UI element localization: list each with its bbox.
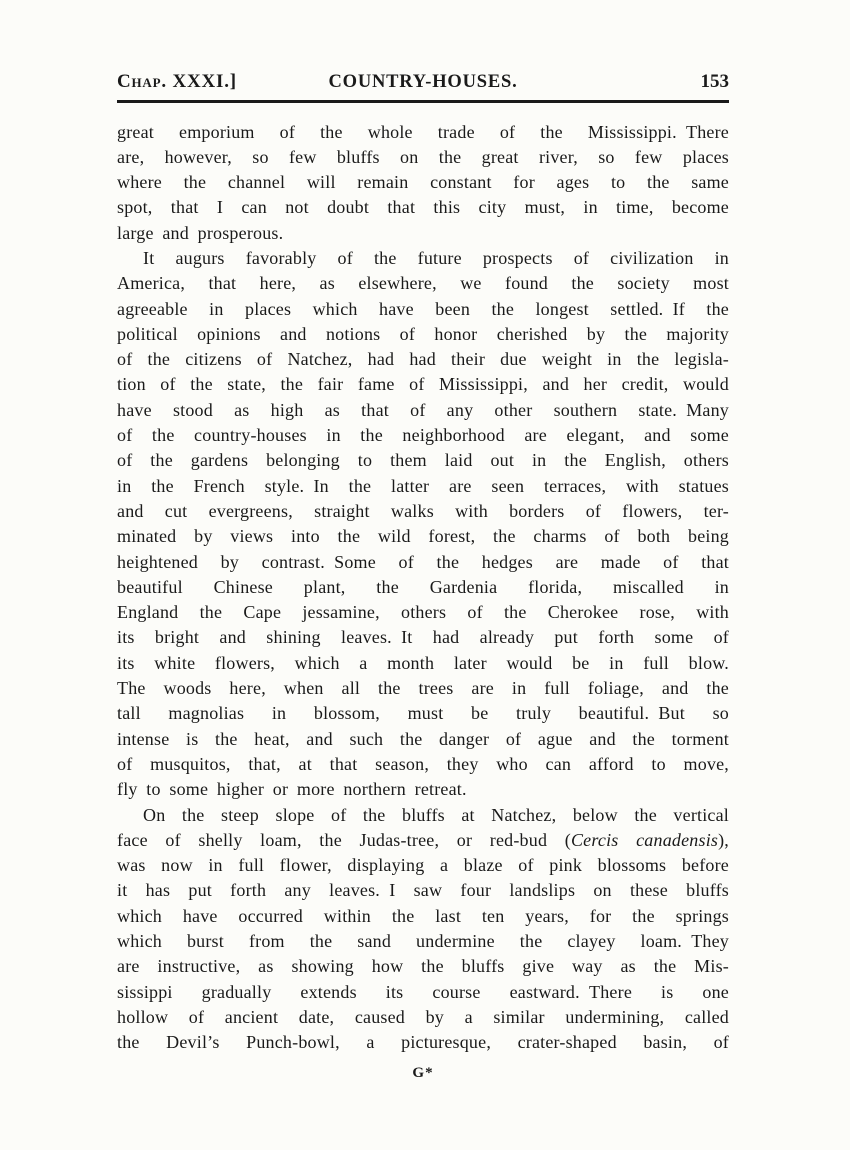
text-line: sissippi gradually extends its course eastward. There is one [117,981,729,1002]
text-line: in the French style. In the latter are seen terraces, with statues [117,475,729,496]
text-line: was now in full flower, displaying a blaze of pink blossoms before [117,855,729,876]
text-block [117,71,729,1082]
text-line: its bright and shining leaves. It had already put forth some of [117,627,729,648]
text-line: The woods here, when all the trees are in full foliage, and the [117,678,729,699]
text-line: America, that here, as elsewhere, we found the society most [117,273,729,294]
text-line: spot, that I can not doubt that this city must, in time, become [117,197,729,218]
text-line: On the steep slope of the bluffs at Natchez, below the vertical [143,804,729,825]
text-line: of musquitos, that, at that season, they who can afford to move, [117,753,729,774]
text-line: its white flowers, which a month later would be in full blow. [117,652,729,673]
header-rule [117,100,729,103]
text-line: fly to some higher or more northern retreat. [117,779,467,800]
text-line: England the Cape jessamine, others of the Cherokee rose, with [117,602,729,623]
text-line: where the channel will remain constant for ages to the same [117,172,729,193]
chapter-label: Chap. XXXI.] [117,71,237,92]
paragraph [117,120,729,246]
text-line: political opinions and notions of honor cherished by the majority [117,323,729,344]
text-line: which burst from the sand undermine the clayey loam. They [117,931,729,951]
text-line: are instructive, as showing how the bluffs give way as the Mis- [117,956,729,977]
paragraph [117,246,729,803]
text-line: hollow of ancient date, caused by a similar undermining, called [117,1006,729,1027]
italic-text: Cercis canadensis [570,829,719,850]
running-header [117,71,729,100]
text-line: and cut evergreens, straight walks with borders of flowers, ter- [117,500,729,521]
page-title: COUNTRY-HOUSES. [328,72,518,92]
text-line: are, however, so few bluffs on the great river, so few places [117,146,729,167]
page-body [117,120,729,1056]
text-line: it has put forth any leaves. I saw four landslips on these bluffs [117,880,729,901]
text-line: tall magnolias in blossom, must be truly beautiful. But so [117,703,729,724]
paragraph [117,803,729,1056]
text-line: tion of the state, the fair fame of Mississippi, and her credit, would [117,374,729,395]
text-line: large and prosperous. [117,222,284,243]
text-line: great emporium of the whole trade of the Mississippi. There [117,121,729,142]
text-line: of the citizens of Natchez, had had their due weight in the legisla- [117,349,729,370]
text-line: of the country-houses in the neighborhood are elegant, and some [117,425,729,446]
text-line: have stood as high as that of any other southern state. Many [117,399,729,420]
signature-mark: G* [412,1065,434,1082]
text-line: the Devil’s Punch-bowl, a picturesque, crater-shaped basin, of [117,1032,729,1053]
text-line: of the gardens belonging to them laid out in the English, others [117,450,729,471]
page-number: 153 [700,71,729,92]
text-line: intense is the heat, and such the danger of ague and the torment [117,728,729,749]
text-line: face of shelly loam, the Judas-tree, or red-bud (Cercis canadensis), [117,829,730,850]
text-line: heightened by contrast. Some of the hedges are made of that [117,551,729,572]
text-line: It augurs favorably of the future prospects of civilization in [143,247,729,268]
text-line: beautiful Chinese plant, the Gardenia florida, miscalled in [117,576,729,597]
text-line: agreeable in places which have been the longest settled. If the [117,298,729,319]
text-line: minated by views into the wild forest, the charms of both being [117,526,729,547]
text-line: which have occurred within the last ten years, for the springs [117,905,729,926]
